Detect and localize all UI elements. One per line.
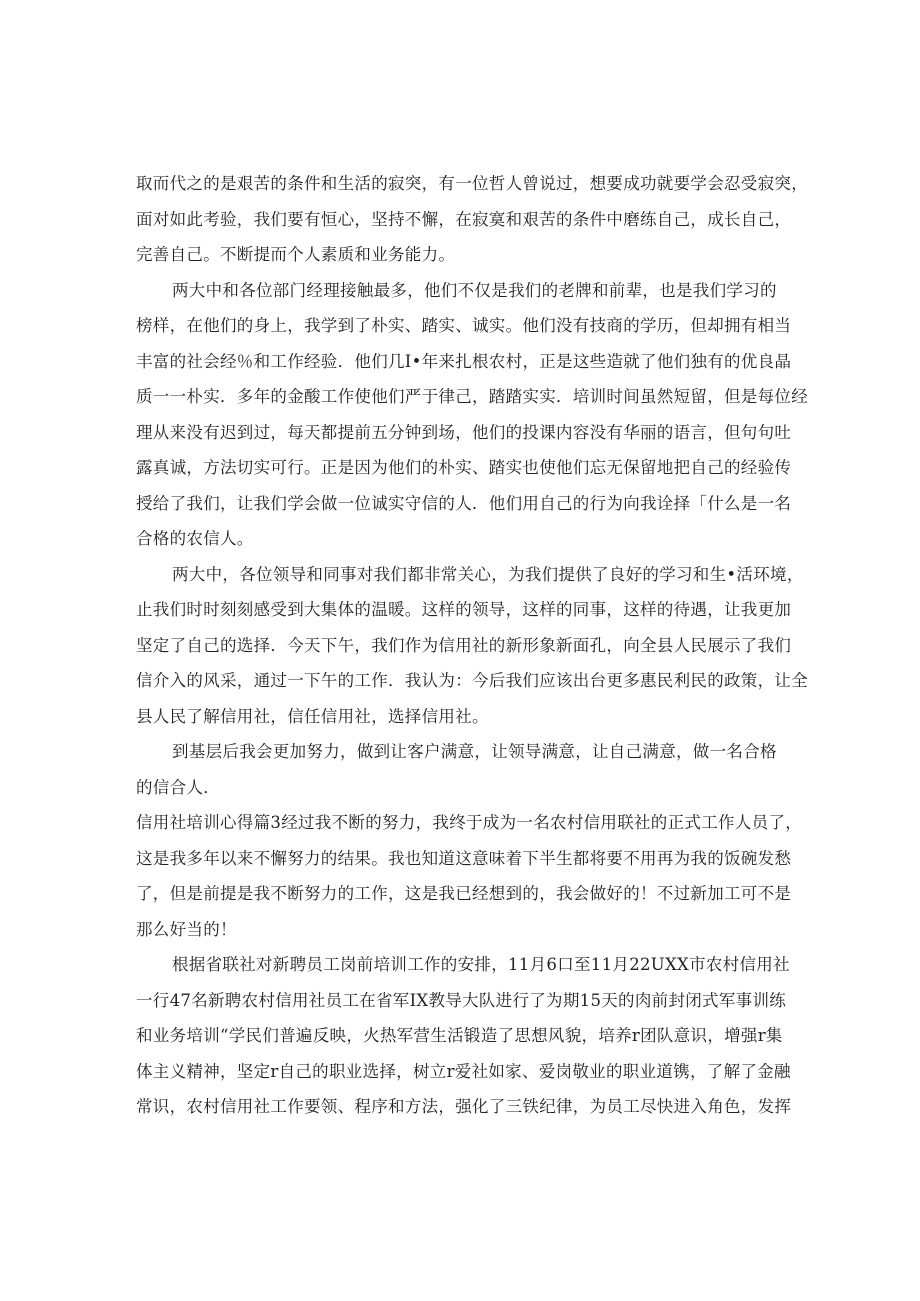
text-line: 取而代之的是艰苦的条件和生活的寂突，有一位哲人曾说过，想要成功就要学会忍受寂突， xyxy=(136,174,808,193)
text-line: 那么好当的！ xyxy=(136,919,237,939)
text-line: 信用社培训心得篇3经过我不断的努力，我终于成为一名农村信用联社的正式工作人员了， xyxy=(136,813,802,832)
text-line: 和业务培训“学民们普遍反映，火热军营生活锻造了思想风貌，培养r团队意识，增强r集 xyxy=(136,1026,783,1045)
text-line: 露真诚，方法切实可行。正是因为他们的朴实、踏实也使他们忘无保留地把自己的经验传 xyxy=(136,458,792,477)
document-body xyxy=(136,166,808,1125)
text-line: 县人民了解信用社，信任信用社，选择信用社。 xyxy=(136,706,489,726)
paragraph xyxy=(136,947,792,1125)
text-line: 的信合人． xyxy=(136,777,220,797)
paragraph xyxy=(136,557,808,735)
text-line: 体主义精神，坚定r自己的职业选择，树立r爱社如家、爱岗敬业的职业道镌，了解了金融 xyxy=(136,1061,791,1081)
text-line: 根据省联社对新聘员工岗前培训工作的安排，11月6口至11月22UXX市农村信用社 xyxy=(172,955,790,974)
text-line: 丰富的社会经％和工作经验．他们几I•年来扎根农村，正是这些造就了他们独有的优良晶 xyxy=(136,351,792,371)
text-line: 理从来没有迟到过，每天都提前五分钟到场，他们的投课内容没有华丽的语言，但句句吐 xyxy=(136,422,792,442)
text-line: 完善自己。不断提而个人素质和业务能力。 xyxy=(136,245,456,264)
text-line: 榜样，在他们的身上，我学到了朴实、踏实、诚实。他们没有技商的学历，但却拥有相当 xyxy=(136,316,792,335)
text-line: 一行47名新聘农村信用社员工在省军IX教导大队进行了为期15天的肉前封闭式军事训练 xyxy=(136,990,787,1010)
text-line: 止我们时时刻刻感受到大集体的温暖。这样的领导，这样的同事，这样的待遇，让我更加 xyxy=(136,600,792,619)
text-line: 信介入的风采，通过一下午的工作．我认为：今后我们应该出台更多惠民利民的政策，让全 xyxy=(136,671,808,690)
text-line: 这是我多年以来不懈努力的结果。我也知道这意味着下半生都将要不用再为我的饭碗发愁 xyxy=(136,848,792,868)
text-line: 两大中和各位部门经理接触最多，他们不仅是我们的老牌和前辈，也是我们学习的 xyxy=(172,280,777,300)
paragraph xyxy=(136,166,808,273)
text-line: 质一一朴实．多年的金酸工作使他们严于律己，踏踏实实．培训时间虽然短留，但是每位经 xyxy=(136,387,808,406)
text-line: 到基层后我会更加努力，做到让客户满意，让领导满意，让自己满意，做一名合格 xyxy=(172,742,777,761)
text-line: 合格的农信人。 xyxy=(136,529,254,548)
text-line: 面对如此考验，我们要有恒心，坚持不懈，在寂寞和艰苦的条件中磨练自己，成长自己， xyxy=(136,209,792,229)
paragraph xyxy=(136,734,788,805)
text-line: 常识，农村信用社工作要领、程序和方法，强化了三铁纪律，为员工尽快进入角色，发挥 xyxy=(136,1097,792,1116)
text-line: 了，但是前提是我不断努力的工作，这是我已经想到的，我会做好的！不过新加工可不是 xyxy=(136,884,792,903)
paragraph xyxy=(136,805,802,947)
text-line: 坚定了自己的选择．今天下午，我们作为信用社的新形象新面孔，向全县人民展示了我们 xyxy=(136,635,792,655)
text-line: 两大中，各位领导和同事对我们都非常关心，为我们提供了良好的学习和生•活环境， xyxy=(172,564,804,584)
paragraph xyxy=(136,273,808,557)
text-line: 授给了我们，让我们学会做一位诚实守信的人．他们用自己的行为向我诠择「什么是一名 xyxy=(136,493,792,513)
